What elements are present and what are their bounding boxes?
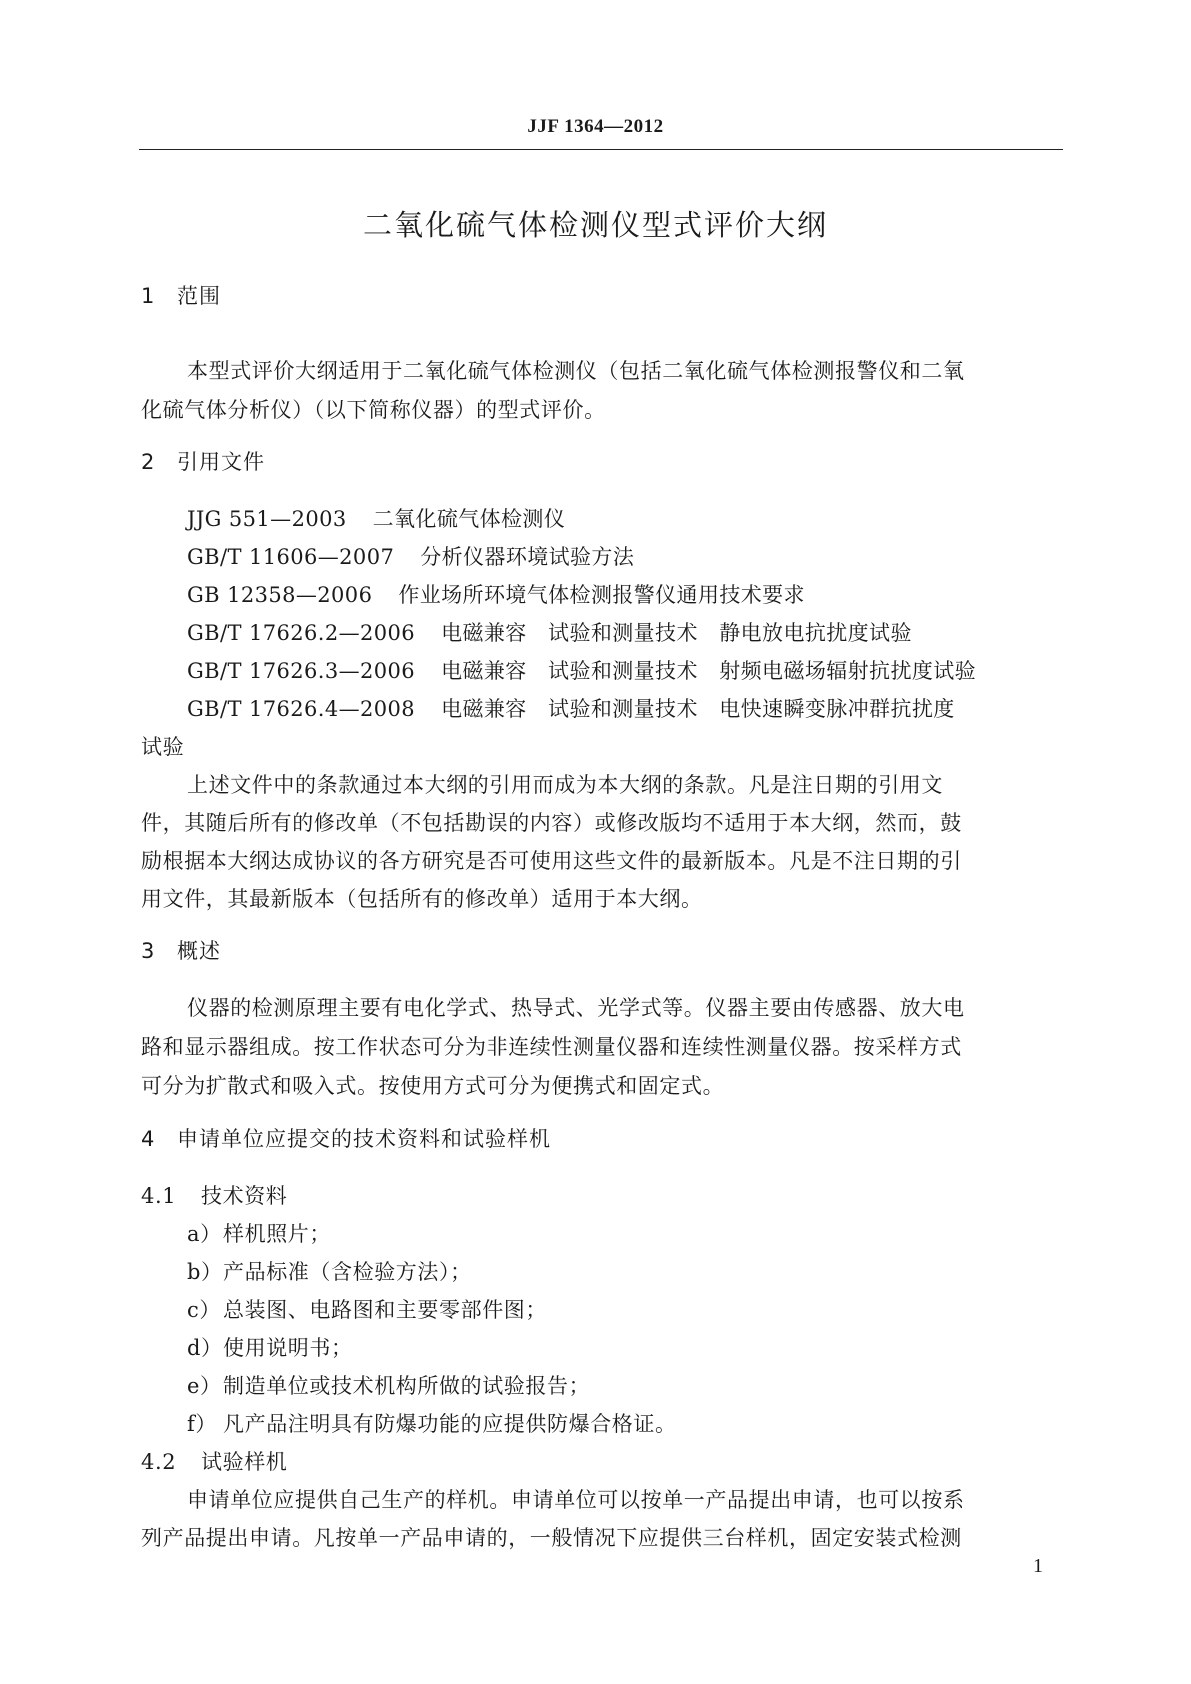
section-2-para-line-2: 励根据本大纲达成协议的各方研究是否可使用这些文件的最新版本。凡是不注日期的引 bbox=[141, 849, 962, 873]
section-1-line-1: 本型式评价大纲适用于二氧化硫气体检测仪（包括二氧化硫气体检测报警仪和二氧 bbox=[187, 359, 965, 383]
subsection-number: 4.1 bbox=[141, 1184, 177, 1208]
list-marker: c） bbox=[187, 1298, 221, 1322]
subsection-number: 4.2 bbox=[141, 1450, 177, 1474]
section-number: 3 bbox=[141, 939, 156, 963]
section-title: 概述 bbox=[177, 939, 221, 963]
reference-code: GB/T 17626.3—2006 bbox=[187, 659, 416, 683]
section-title: 引用文件 bbox=[177, 450, 265, 474]
section-number: 2 bbox=[141, 450, 156, 474]
section-1-heading bbox=[141, 280, 221, 310]
section-1-line-2: 化硫气体分析仪）（以下简称仪器）的型式评价。 bbox=[141, 398, 606, 422]
list-text: 凡产品注明具有防爆功能的应提供防爆合格证。 bbox=[223, 1412, 677, 1436]
reference-item bbox=[187, 579, 805, 609]
reference-name: 二氧化硫气体检测仪 bbox=[372, 507, 566, 531]
list-marker: f） bbox=[187, 1412, 217, 1436]
section-4-2-line-1: 申请单位应提供自己生产的样机。申请单位可以按单一产品提出申请，也可以按系 bbox=[187, 1488, 965, 1512]
list-text: 样机照片； bbox=[223, 1222, 331, 1246]
document-code-header: JJF 1364—2012 bbox=[527, 116, 664, 137]
section-2-para-line-3: 用文件，其最新版本（包括所有的修改单）适用于本大纲。 bbox=[141, 887, 703, 911]
reference-name: 电磁兼容 试验和测量技术 射频电磁场辐射抗扰度试验 bbox=[441, 659, 977, 683]
reference-code: JJG 551—2003 bbox=[187, 507, 347, 531]
list-marker: a） bbox=[187, 1222, 222, 1246]
document-title: 二氧化硫气体检测仪型式评价大纲 bbox=[362, 208, 828, 242]
section-4-2-line-2: 列产品提出申请。凡按单一产品申请的，一般情况下应提供三台样机，固定安装式检测 bbox=[141, 1526, 962, 1550]
reference-code: GB/T 11606—2007 bbox=[187, 545, 395, 569]
list-text: 使用说明书； bbox=[223, 1336, 353, 1360]
section-3-heading bbox=[141, 935, 221, 965]
section-2-para-line-1: 件，其随后所有的修改单（不包括勘误的内容）或修改版均不适用于本大纲，然而，鼓 bbox=[141, 811, 962, 835]
list-marker: d） bbox=[187, 1336, 223, 1360]
list-text: 总装图、电路图和主要零部件图； bbox=[223, 1298, 547, 1322]
reference-item bbox=[187, 655, 976, 685]
list-item bbox=[187, 1408, 677, 1438]
list-marker: b） bbox=[187, 1260, 223, 1284]
reference-item bbox=[187, 541, 634, 571]
reference-code: GB/T 17626.4—2008 bbox=[187, 697, 416, 721]
section-title: 申请单位应提交的技术资料和试验样机 bbox=[177, 1127, 551, 1151]
list-item bbox=[187, 1370, 590, 1400]
section-3-line-3: 可分为扩散式和吸入式。按使用方式可分为便携式和固定式。 bbox=[141, 1074, 725, 1098]
list-item bbox=[187, 1332, 353, 1362]
reference-item bbox=[187, 617, 912, 647]
header-rule bbox=[139, 149, 1063, 150]
subsection-4-1-heading bbox=[141, 1180, 287, 1210]
section-number: 1 bbox=[141, 284, 156, 308]
reference-wrap-text: 试验 bbox=[141, 735, 185, 759]
reference-name: 分析仪器环境试验方法 bbox=[420, 545, 635, 569]
subsection-4-2-heading bbox=[141, 1446, 287, 1476]
reference-name: 电磁兼容 试验和测量技术 静电放电抗扰度试验 bbox=[441, 621, 912, 645]
list-item bbox=[187, 1256, 472, 1286]
reference-name: 作业场所环境气体检测报警仪通用技术要求 bbox=[398, 583, 805, 607]
section-4-heading bbox=[141, 1123, 551, 1153]
section-title: 范围 bbox=[177, 284, 221, 308]
section-2-heading bbox=[141, 446, 265, 476]
section-2-para-line-0: 上述文件中的条款通过本大纲的引用而成为本大纲的条款。凡是注日期的引用文 bbox=[187, 773, 943, 797]
page-number: 1 bbox=[1033, 1555, 1043, 1577]
list-item bbox=[187, 1294, 547, 1324]
list-marker: e） bbox=[187, 1374, 222, 1398]
subsection-title: 试验样机 bbox=[201, 1450, 288, 1474]
reference-item bbox=[187, 693, 955, 723]
section-number: 4 bbox=[141, 1127, 156, 1151]
reference-item bbox=[187, 503, 565, 533]
list-text: 制造单位或技术机构所做的试验报告； bbox=[223, 1374, 591, 1398]
reference-name: 电磁兼容 试验和测量技术 电快速瞬变脉冲群抗扰度 bbox=[441, 697, 955, 721]
reference-code: GB 12358—2006 bbox=[187, 583, 373, 607]
subsection-title: 技术资料 bbox=[201, 1184, 288, 1208]
list-item bbox=[187, 1218, 331, 1248]
reference-code: GB/T 17626.2—2006 bbox=[187, 621, 416, 645]
list-text: 产品标准（含检验方法）； bbox=[223, 1260, 472, 1284]
section-3-line-2: 路和显示器组成。按工作状态可分为非连续性测量仪器和连续性测量仪器。按采样方式 bbox=[141, 1035, 962, 1059]
section-3-line-1: 仪器的检测原理主要有电化学式、热导式、光学式等。仪器主要由传感器、放大电 bbox=[187, 996, 965, 1020]
